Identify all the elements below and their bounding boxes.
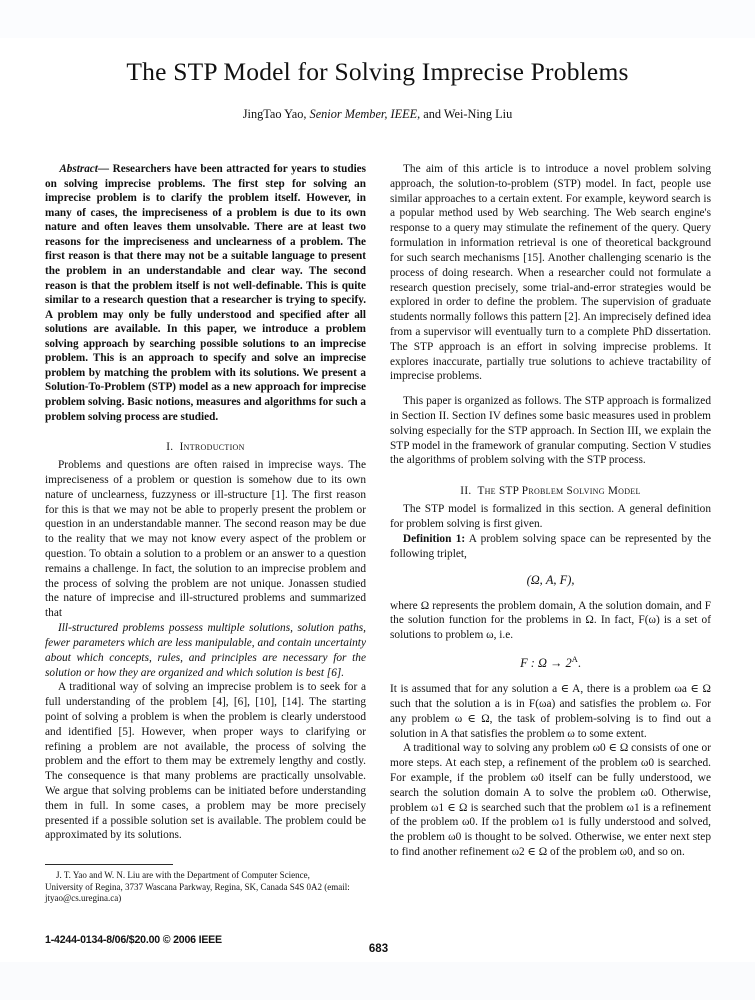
intro-block-quote: Ill-structured problems possess multiple solutions, solution paths, fewer parameters which are less manipulable, and contain uncertainty about which concepts, rules, and principles are necessary for the solution or how they are organized and which solution is best [6]. bbox=[45, 622, 366, 679]
footnote-divider bbox=[45, 864, 173, 865]
stp-paragraph-4: A traditional way to solving any problem ω0 ∈ Ω consists of one or more steps. At each step, a refinement of the problem ω0 is searched. For example, if the problem ω0 itself can be fully understood, we search the solution domain A to solve the problem ω0. Otherwise, problem ω1 ∈ Ω is searched such that the problem ω1 is a refinement of the problem ω0. If the problem ω1 is fully understood and solved, the problem ω0 is thought to be solved. Otherwise, we enter next step to find another refinement ω2 ∈ Ω of the problem ω0, and so on. bbox=[390, 742, 711, 858]
stp-paragraph-2: where Ω represents the problem domain, A the solution domain, and F the solution function for the problems in Ω. In fact, F(ω) is a set of solutions to problem ω, i.e. bbox=[390, 599, 711, 642]
intro-paragraph-4: This paper is organized as follows. The STP approach is formalized in Section II. Section IV defines some basic measures used in problem solving especially for the STP approach. In Section III, we explain the STP model in the framework of granular computing. Section V studies the algorithms of problem solving with the STP process. bbox=[390, 395, 711, 467]
equation-2-main: F : Ω → 2 bbox=[520, 656, 572, 671]
equation-triplet: (Ω, A, F), bbox=[526, 572, 575, 587]
stp-paragraph-1: The STP model is formalized in this section. A general definition for problem solving is first given. bbox=[390, 503, 711, 531]
section-number-2: II. bbox=[460, 485, 472, 498]
footnote-block bbox=[45, 870, 366, 905]
definition-label: Definition 1: bbox=[402, 532, 466, 545]
equation-2-period: . bbox=[577, 656, 581, 671]
left-column bbox=[45, 162, 366, 905]
footnote-line-3: (email: jtyao@cs.uregina.ca) bbox=[45, 881, 350, 904]
abstract-paragraph bbox=[45, 162, 366, 424]
intro-paragraph-2: A traditional way of solving an imprecise problem is to seek for a full understanding of the problem [4], [6], [10], [14]. The starting point of solving a problem is when the problem is clearly understood and identified [5]. However, when proper ways to clarifying or refining a problem are not available, the process of solving the problem and the effort to them may be extremely lengthy and costly. The consequence is that many problems are practically unsolvable. We argue that solving problems can be initiated before understanding them in full. In some cases, a problem may be more precisely presented if a possible solution set is available. The problem could be approximated by its solutions. bbox=[45, 681, 366, 842]
section-title: Introduction bbox=[179, 441, 245, 454]
scan-band-bottom bbox=[0, 962, 755, 1000]
footnote-line-1: J. T. Yao and W. N. Liu are with the Department of Computer Science, bbox=[56, 870, 310, 881]
definition-1-paragraph bbox=[390, 532, 711, 562]
equation-2-exponent: A bbox=[571, 653, 578, 664]
intro-paragraph-3: The aim of this article is to introduce a novel problem solving approach, the solution-to-problem (STP) model. In fact, people use similar approaches to a certain extent. For example, keyword search is a popular method used by Web searching. The Web search engine's response to a query may stimulate the refinement of the query. Query formulation in information retrieval is one of theoretical background for such search mechanisms [15]. Another challenging scenario is the process of doing research. When a researcher could not formulate a research question precisely, some trial-and-error strategies would be explored in order to define the problem. The supervision of graduate students normally follows this pattern [2]. An imprecisely defined idea from a supervisor will eventually turn to a complete PhD dissertation. The STP approach is an effort in solving imprecise problems. It explores inaccurate, partially true solutions to achieve tractability of imprecise problems. bbox=[390, 163, 711, 383]
author-name-2: , and Wei-Ning Liu bbox=[417, 107, 513, 122]
author-name-1: JingTao Yao, bbox=[242, 107, 310, 122]
paragraph-gap bbox=[390, 384, 711, 394]
page-header-block bbox=[45, 0, 710, 122]
author-membership: Senior Member, IEEE bbox=[309, 107, 418, 122]
author-line bbox=[45, 86, 710, 122]
intro-paragraph-1: Problems and questions are often raised in imprecise ways. The impreciseness of a problem or question is somehow due to its own nature of unclearness, fuzzyness or ill-structure [1]. The first reason for this is that we may not be able to properly present the problem or question in an understandable manner. The second reason may be due to the reality that we may not know every aspect of the problem or question. To obtain a solution to a problem or an answer to a question remains a challenge. In fact, the solution to an imprecise problem and the process of solving the problem are not unique. Jonassen studied the nature of imprecise and ill-structured problems and summarized that bbox=[45, 459, 366, 620]
section-heading-stp-model bbox=[390, 485, 711, 497]
equation-solution-function bbox=[390, 654, 711, 671]
page-number: 683 bbox=[368, 943, 389, 955]
page-title: The STP Model for Solving Imprecise Problems bbox=[126, 57, 629, 86]
stp-paragraph-3: It is assumed that for any solution a ∈ A, there is a problem ωa ∈ Ω such that the solution a is in F(ωa) and satisfies the problem ω. For any problem ω ∈ Ω, the task of problem-solving is to find out a solution in A that satisfies the problem ω to some extent. bbox=[390, 683, 711, 740]
abstract-text: Researchers have been attracted for years to studies on solving imprecise problems. The first step for solving an imprecise problem is to clarify the problem itself. However, in many of cases, the impreciseness of a problem is due to its own nature and often leaves them unsolvable. There are at least two reasons for the impreciseness and unclearness of a problem. The first reason is that there may not be a suitable language to present the problem in an understandable and clear way. The second reason is that the problem itself is not well-definable. This is quite similar to a research question that a researcher is trying to specify. A problem may only be fully understood and specified after all solutions are available. In this paper, we introduce a problem solving approach by searching possible solutions to an imprecise problem. This is an approach to specify and solve an imprecise problem by matching the problem with its solutions. We present a Solution-To-Problem (STP) model as a new approach for imprecise problem solving. Basic notions, measures and algorithms for such a problem solving process are studied. bbox=[45, 163, 366, 423]
section-title-2: The STP Problem Solving Model bbox=[477, 485, 641, 498]
footnote-line-2: University of Regina, 3737 Wascana Parkway, Regina, SK, Canada S4S 0A2 bbox=[45, 881, 322, 892]
definition-text: A problem solving space can be represented by the following triplet, bbox=[390, 532, 711, 560]
section-number: I. bbox=[166, 441, 174, 454]
abstract-label: Abstract— bbox=[59, 163, 113, 175]
two-column-body bbox=[45, 162, 712, 905]
section-heading-introduction bbox=[45, 441, 366, 453]
right-column bbox=[390, 162, 711, 905]
copyright-line: 1-4244-0134-8/06/$20.00 © 2006 IEEE bbox=[45, 934, 222, 946]
